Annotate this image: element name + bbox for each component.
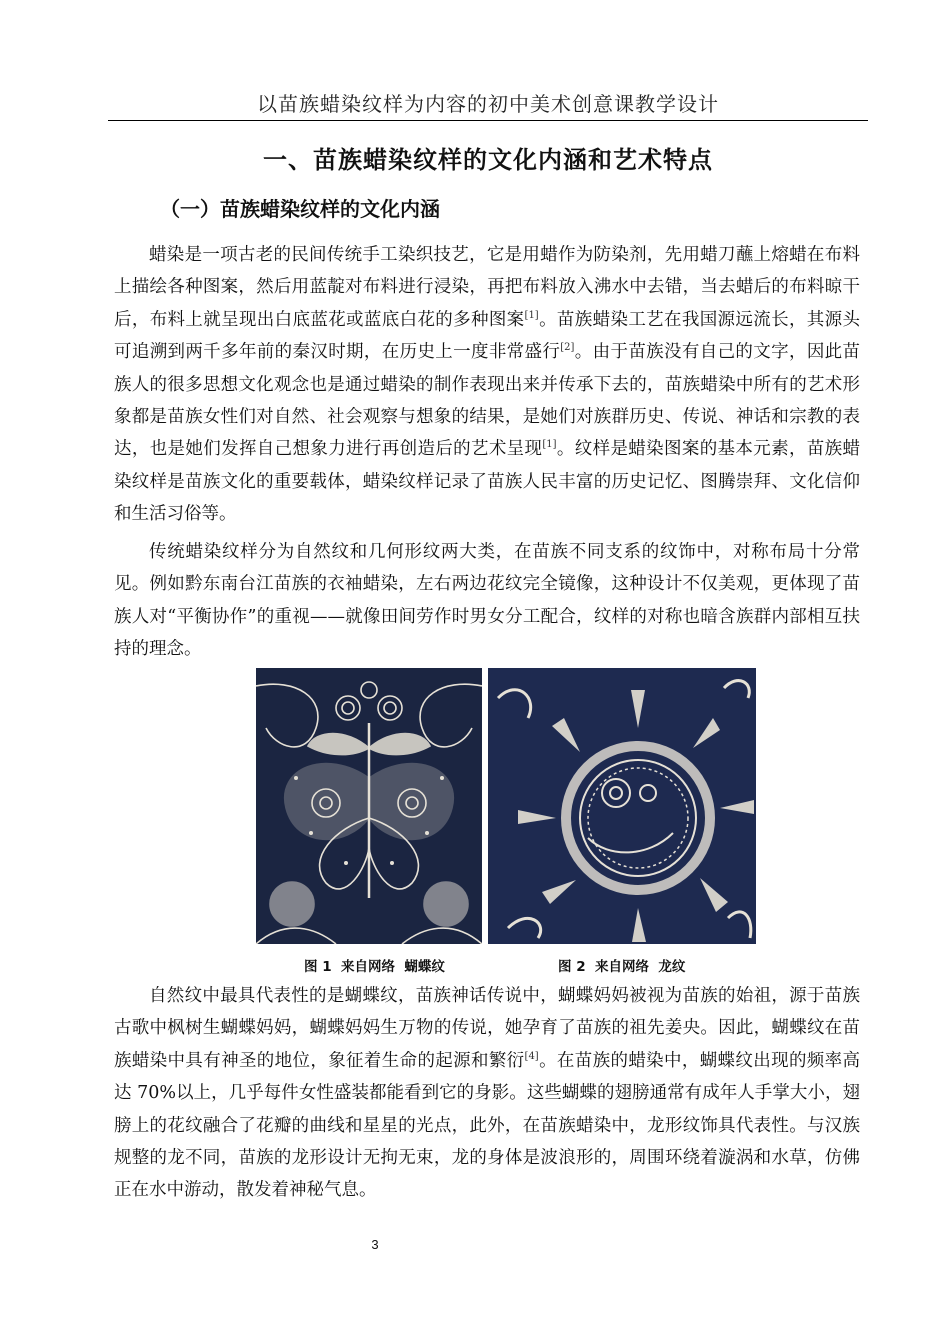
citation-ref[interactable]: [2]	[560, 342, 575, 354]
citation-ref[interactable]: [1]	[542, 439, 557, 451]
dragon-batik-image	[488, 668, 756, 944]
figure-2-caption: 图 2 来自网络 龙纹	[558, 959, 686, 975]
paragraph-2: 传统蜡染纹样分为自然纹和几何形纹两大类，在苗族不同支系的纹饰中，对称布局十分常见。例如黔东南台江苗族的衣袖蜡染，左右两边花纹完全镜像，这种设计不仅美观，更体现了苗族人对“平衡协作”的重视——就像田间劳作时男女分工配合，纹样的对称也暗含族群内部相互扶持的理念。	[114, 542, 860, 660]
header-rule	[108, 120, 868, 121]
butterfly-batik-image	[256, 668, 482, 944]
citation-ref[interactable]: [4]	[524, 1050, 539, 1062]
section-title: 一、苗族蜡染纹样的文化内涵和艺术特点	[263, 146, 713, 174]
page-number: 3	[371, 1237, 379, 1252]
subsection-title: （一）苗族蜡染纹样的文化内涵	[160, 197, 440, 221]
figure-dragon-pattern	[488, 668, 756, 944]
paragraph-3: 自然纹中最具代表性的是蝴蝶纹，苗族神话传说中，蝴蝶妈妈被视为苗族的始祖，源于苗族古歌中枫树生蝴蝶妈妈，蝴蝶妈妈生万物的传说，她孕育了苗族的祖先姜央。因此，蝴蝶纹在苗族蜡染中具有神圣的地位，象征着生命的起源和繁衍[4]。在苗族的蜡染中，蝴蝶纹出现的频率高达 70%以上，几乎每件女性盛装都能看到它的身影。这些蝴蝶的翅膀通常有成年人手掌大小，翅膀上的花纹融合了花瓣的曲线和星星的光点，此外，在苗族蜡染中，龙形纹饰具代表性。与汉族规整的龙不同，苗族的龙形设计无拘无束，龙的身体是波浪形的，周围环绕着漩涡和水草，仿佛正在水中游动，散发着神秘气息。	[114, 986, 861, 1201]
citation-ref[interactable]: [1]	[524, 309, 539, 321]
running-header: 以苗族蜡染纹样为内容的初中美术创意课教学设计	[257, 92, 719, 116]
figure-1-caption: 图 1 来自网络 蝴蝶纹	[304, 959, 445, 975]
figure-butterfly-pattern	[256, 668, 482, 944]
paragraph-1: 蜡染是一项古老的民间传统手工染织技艺，它是用蜡作为防染剂，先用蜡刀蘸上熔蜡在布料上描绘各种图案，然后用蓝靛对布料进行浸染，再把布料放入沸水中去错，当去蜡后的布料晾干后，布料上就呈现出白底蓝花或蓝底白花的多种图案[1]。苗族蜡染工艺在我国源远流长，其源头可追溯到两千多年前的秦汉时期，在历史上一度非常盛行[2]。由于苗族没有自己的文字，因此苗族人的很多思想文化观念也是通过蜡染的制作表现出来并传承下去的，苗族蜡染中所有的艺术形象都是苗族女性们对自然、社会观察与想象的结果，是她们对族群历史、传说、神话和宗教的表达，也是她们发挥自己想象力进行再创造后的艺术呈现[1]。纹样是蜡染图案的基本元素，苗族蜡染纹样是苗族文化的重要载体，蜡染纹样记录了苗族人民丰富的历史记忆、图腾崇拜、文化信仰和生活习俗等。	[114, 245, 861, 525]
